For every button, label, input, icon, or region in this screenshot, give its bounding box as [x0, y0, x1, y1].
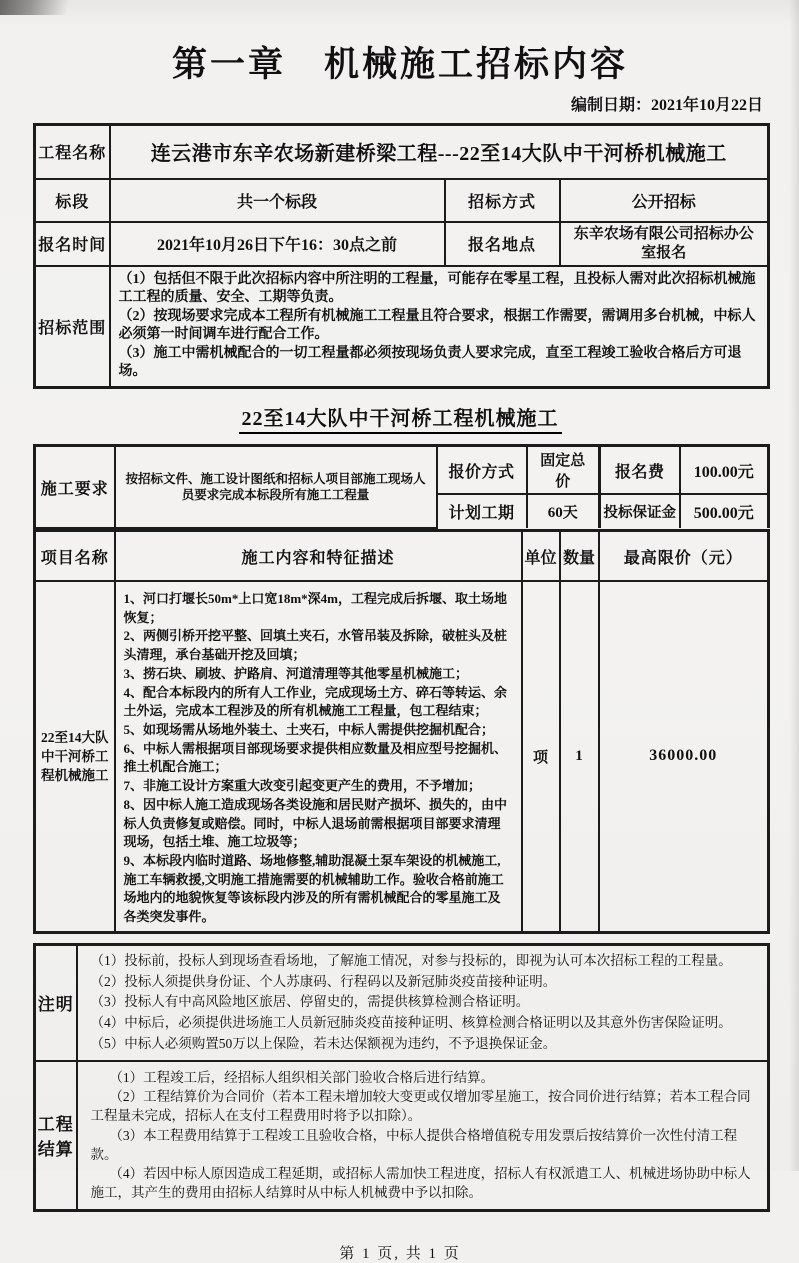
description-item: 1、河口打堰长50m*上口宽18m*深4m，工程完成后拆堰、取土场地恢复；: [123, 591, 507, 625]
scope-content: [110, 266, 769, 388]
work-item-max-price: 36000.00: [599, 581, 769, 932]
overview-table: [33, 123, 770, 389]
settlement-item: （2）工程结算价为合同价（若本工程未增加较大变更或仅增加零星施工，按合同价进行结算；若本工程合同工程量未完成，招标人在支付工程费用时将予以扣除）。: [90, 1089, 751, 1124]
plan-duration-value: 60天: [527, 494, 600, 528]
work-item-quantity: 1: [560, 581, 599, 932]
quote-method-label: 报价方式: [437, 446, 527, 495]
table-row: [35, 125, 769, 179]
description-item: 7、非施工设计方案重大改变引起变更产生的费用，不予增加；: [123, 778, 482, 794]
description-item: 5、如现场需从场地外装土、土夹石，中标人需提供挖掘机配合；: [123, 721, 495, 737]
scan-artifact-edge: [789, 0, 799, 1171]
note-item: （1）投标前，投标人到现场查看场地，了解施工情况，对参与投标的，即视为认可本次招标工程的工程量。: [90, 952, 732, 968]
tender-method-label: 招标方式: [445, 179, 560, 222]
col-unit-header: 单位: [522, 531, 560, 582]
requirement-value: 按招标文件、施工设计图纸和招标人项目部施工现场人员要求完成本标段所有施工工程量: [115, 446, 437, 529]
col-quantity-header: 数量: [560, 531, 599, 582]
page-number-footer: 第 1 页, 共 1 页: [339, 1245, 461, 1262]
col-max-price-header: 最高限价（元）: [599, 531, 769, 582]
signup-place-value: 东辛农场有限公司招标办公室报名: [560, 222, 769, 266]
settlement-item: （3）本工程费用结算于工程竣工且验收合格，中标人提供合格增值税专用发票后按结算价一次性付清工程款。: [90, 1127, 738, 1162]
table-row: [35, 1061, 769, 1211]
work-item-unit: 项: [522, 581, 560, 932]
section-value: 共一个标段: [110, 179, 445, 222]
table-row: [35, 446, 769, 495]
work-item-description: [115, 581, 522, 932]
settlement-item: （1）工程竣工后，经招标人组织相关部门验收合格后进行结算。: [109, 1069, 495, 1085]
description-item: 2、两侧引桥开挖平整、回填土夹石，水管吊装及拆除，破桩头及桩头清理，承台基础开挖及回填；: [123, 628, 508, 663]
description-item: 6、中标人需根据项目部现场要求提供相应数量及相应型号挖掘机、推土机配合施工；: [123, 740, 508, 775]
settlement-label: 工程结算: [35, 1061, 77, 1211]
section-subtitle: 22至14大队中干河桥工程机械施工: [239, 402, 562, 434]
table-row: [35, 944, 769, 1060]
section-subtitle-wrap: [33, 402, 767, 434]
note-item: （2）投标人须提供身份证、个人苏康码、行程码以及新冠肺炎疫苗接种证明。: [90, 973, 557, 989]
project-name-label: 工程名称: [35, 125, 110, 179]
quote-method-value: 固定总价: [527, 446, 600, 495]
settlement-content: [77, 1061, 769, 1211]
description-item: 9、本标段内临时道路、场地修整,辅助混凝土泵车架设的机械施工,施工车辆救援,文明施工措施需要的机械辅助工作。验收合格前施工场地内的地貌恢复等该标段内涉及的所有需机械配合的零星施工及各类突发事件。: [123, 852, 504, 925]
notes-label: 注明: [35, 944, 77, 1060]
col-project-header: 项目名称: [35, 531, 115, 582]
plan-duration-label: 计划工期: [437, 494, 527, 528]
col-description-header: 施工内容和特征描述: [115, 531, 522, 582]
tender-method-value: 公开招标: [560, 179, 769, 222]
signup-fee-label: 报名费: [600, 446, 680, 495]
table-row: [35, 222, 769, 266]
scope-label: 招标范围: [35, 266, 110, 388]
compile-date: 编制日期：2021年10月22日: [570, 97, 763, 114]
scope-item: （1）包括但不限于此次招标内容中所注明的工程量，可能存在零星工程，且投标人需对此次招标机械施工工程的质量、安全、工期等负责。: [118, 271, 756, 306]
settlement-item: （4）若因中标人原因造成工程延期，或招标人需加快工程进度，招标人有权派遣工人、机械进场协助中标人施工，其产生的费用由招标人结算时从中标人机械费中予以扣除。: [90, 1166, 751, 1201]
signup-fee-value: 100.00元: [680, 446, 769, 495]
description-item: 8、因中标人施工造成现场各类设施和居民财产损坏、损失的，由中标人负责修复或赔偿。同时，中标人退场前需根据项目部要求清理现场，包括土堆、施工垃圾等；: [123, 796, 508, 850]
scope-item: （2）按现场要求完成本工程所有机械施工工程量且符合要求，根据工作需要，需调用多台机械，中标人必须第一时间调车进行配合工作。: [118, 308, 756, 343]
description-item: 3、捞石块、刷坡、护路肩、河道清理等其他零星机械施工；: [123, 665, 469, 681]
table-row: [35, 581, 769, 932]
table-row: [35, 266, 769, 388]
note-item: （3）投标人有中高风险地区旅居、停留史的，需提供核算检测合格证明。: [90, 994, 530, 1010]
requirement-label: 施工要求: [35, 446, 115, 529]
signup-time-value: 2021年10月26日下午16：30点之前: [110, 222, 445, 266]
description-item: 4、配合本标段内的所有人工作业，完成现场土方、碎石等转运、余土外运，完成本工程涉及的所有机械施工工程量，包工程结束；: [123, 684, 508, 719]
project-name-value: 连云港市东辛农场新建桥梁工程---22至14大队中干河桥机械施工: [110, 125, 769, 179]
table-header-row: [35, 531, 769, 582]
signup-place-label: 报名地点: [445, 222, 560, 266]
work-items-table: [33, 529, 770, 934]
scope-item: （3）施工中需机械配合的一切工程量都必须按现场负责人要求完成，直至工程竣工验收合格后方可退场。: [118, 345, 742, 380]
signup-time-label: 报名时间: [35, 222, 110, 266]
bid-deposit-value: 500.00元: [680, 494, 769, 528]
page-title: 第一章 机械施工招标内容: [171, 45, 628, 84]
document-content: [33, 0, 767, 1263]
note-item: （4）中标后，必须提供进场施工人员新冠肺炎疫苗接种证明、核算检测合格证明以及其意外伤害保险证明。: [90, 1015, 732, 1031]
requirement-pricing-table: [33, 444, 770, 529]
work-item-project: 22至14大队中干河桥工程机械施工: [35, 581, 115, 932]
note-item: （5）中标人必须购置50万以上保险，若未达保额视为违约，不予退换保证金。: [90, 1035, 557, 1051]
bid-deposit-label: 投标保证金: [600, 494, 680, 528]
notes-content: [77, 944, 769, 1060]
notes-settlement-table: [33, 943, 770, 1212]
section-label: 标段: [35, 179, 110, 222]
table-row: [35, 179, 769, 222]
